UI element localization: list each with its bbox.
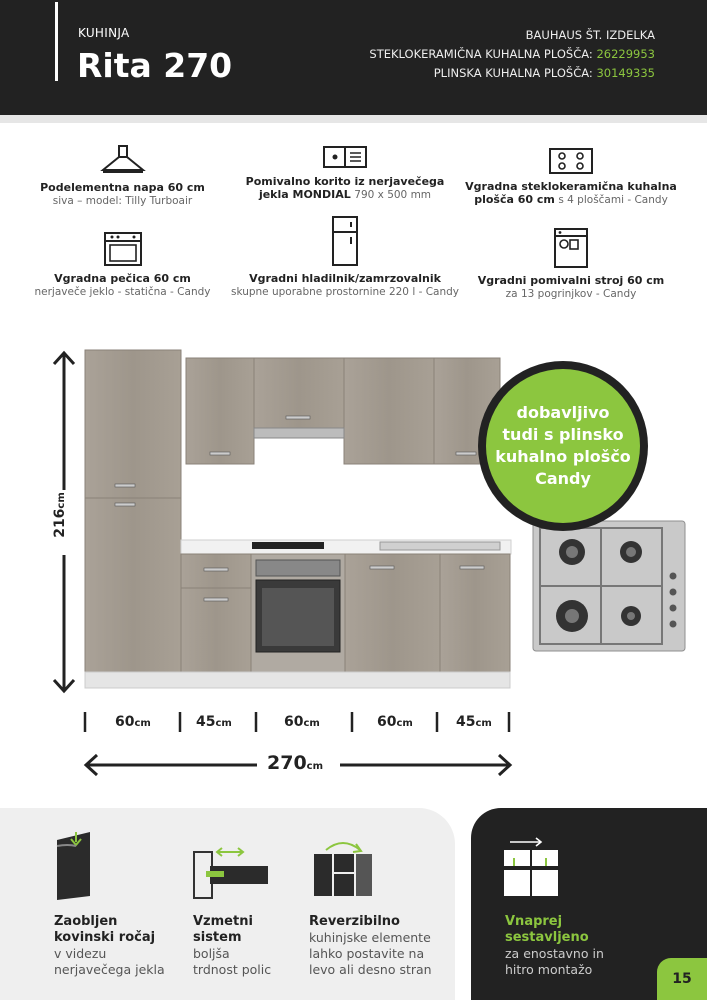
feature-fridge (225, 216, 465, 299)
cooktop-icon (549, 148, 593, 174)
feature-handle: Zaobljen kovinski ročaj v videzu nerjavečega jekla (54, 914, 165, 977)
feature-sub: skupne uporabne prostornine 220 l - Candy (230, 286, 460, 298)
ceramic-hob-number: STEKLOKERAMIČNA KUHALNA PLOŠČA: 26229953 (369, 47, 655, 61)
badge-line: tudi s plinsko (502, 425, 624, 444)
page-number: 15 (657, 958, 707, 1000)
feature-spring: Vzmetni sistem boljša trdnost polic (193, 914, 272, 977)
page-title: Rita 270 (77, 46, 233, 85)
feature-reversible: Reverzibilno kuhinjske elemente lahko postavite na levo ali desno stran (309, 914, 432, 977)
category-label: KUHINJA (78, 26, 130, 40)
feature-title: Vgradni pomivalni stroj 60 cm (477, 274, 665, 287)
spring-system-icon (192, 844, 272, 900)
gas-hob-badge (478, 361, 648, 531)
segment-label: 60cm (377, 714, 413, 730)
total-width-label: 270cm (267, 752, 324, 774)
feature-sub: za 13 pogrinjkov - Candy (505, 288, 637, 300)
badge-line: Candy (535, 469, 591, 488)
sink (380, 542, 500, 550)
feature-cooktop (460, 148, 682, 207)
reversible-icon (312, 836, 374, 898)
plinth (85, 672, 510, 688)
oven-panel (256, 560, 340, 576)
wall-cabinet (344, 358, 434, 464)
header (0, 0, 707, 115)
product-numbers-heading: BAUHAUS ŠT. IZDELKA (525, 28, 655, 42)
tall-cabinet-top (85, 350, 181, 498)
base-cabinet (440, 554, 510, 672)
feature-range-hood (30, 145, 215, 208)
feature-title-2: jekla MONDIAL (258, 188, 351, 201)
badge-line: kuhalno ploščo (495, 447, 631, 466)
feature-title: Vgradna steklokeramična kuhalna (465, 180, 677, 193)
feature-title: Pomivalno korito iz nerjavečega (245, 175, 445, 188)
handle-icon (54, 830, 94, 902)
header-divider (55, 2, 58, 81)
feature-sub: 790 x 500 mm (354, 189, 432, 201)
feature-title: Podelementna napa 60 cm (40, 181, 205, 194)
feature-dishwasher (470, 228, 672, 301)
base-cabinet (345, 554, 440, 672)
segment-label: 45cm (196, 714, 232, 730)
feature-sub: nerjaveče jeklo - statična - Candy (34, 286, 211, 298)
gas-hob-number: PLINSKA KUHALNA PLOŠČA: 30149335 (433, 66, 655, 80)
range-hood-icon (100, 145, 146, 175)
kitchen-illustration (70, 340, 520, 700)
header-underline (0, 115, 707, 123)
sink-icon (323, 145, 367, 169)
fridge-icon (332, 216, 358, 266)
feature-title: Vgradna pečica 60 cm (54, 272, 191, 285)
segment-label: 60cm (115, 714, 151, 730)
tall-cabinet-bottom (85, 498, 181, 676)
range-hood (254, 428, 344, 438)
feature-sink (235, 145, 455, 202)
product-numbers (369, 26, 655, 83)
height-label: 216cm (52, 492, 68, 538)
feature-sub: siva – model: Tilly Turboair (52, 195, 193, 207)
segment-label: 45cm (456, 714, 492, 730)
preassembled-icon (502, 836, 560, 898)
hob (252, 542, 324, 549)
gas-hob-image (532, 520, 686, 652)
feature-title: Vgradni hladilnik/zamrzovalnik (249, 272, 441, 285)
segment-label: 60cm (284, 714, 320, 730)
wall-cabinet (186, 358, 254, 464)
feature-oven (30, 232, 215, 299)
dishwasher-icon (554, 228, 588, 268)
feature-preassembled: Vnaprej sestavljeno za enostavno in hitro montažo (505, 914, 604, 977)
badge-line: dobavljivo (516, 403, 610, 422)
oven-icon (104, 232, 142, 266)
feature-title-2: plošča 60 cm (474, 193, 555, 206)
feature-sub: s 4 ploščami - Candy (558, 194, 668, 206)
